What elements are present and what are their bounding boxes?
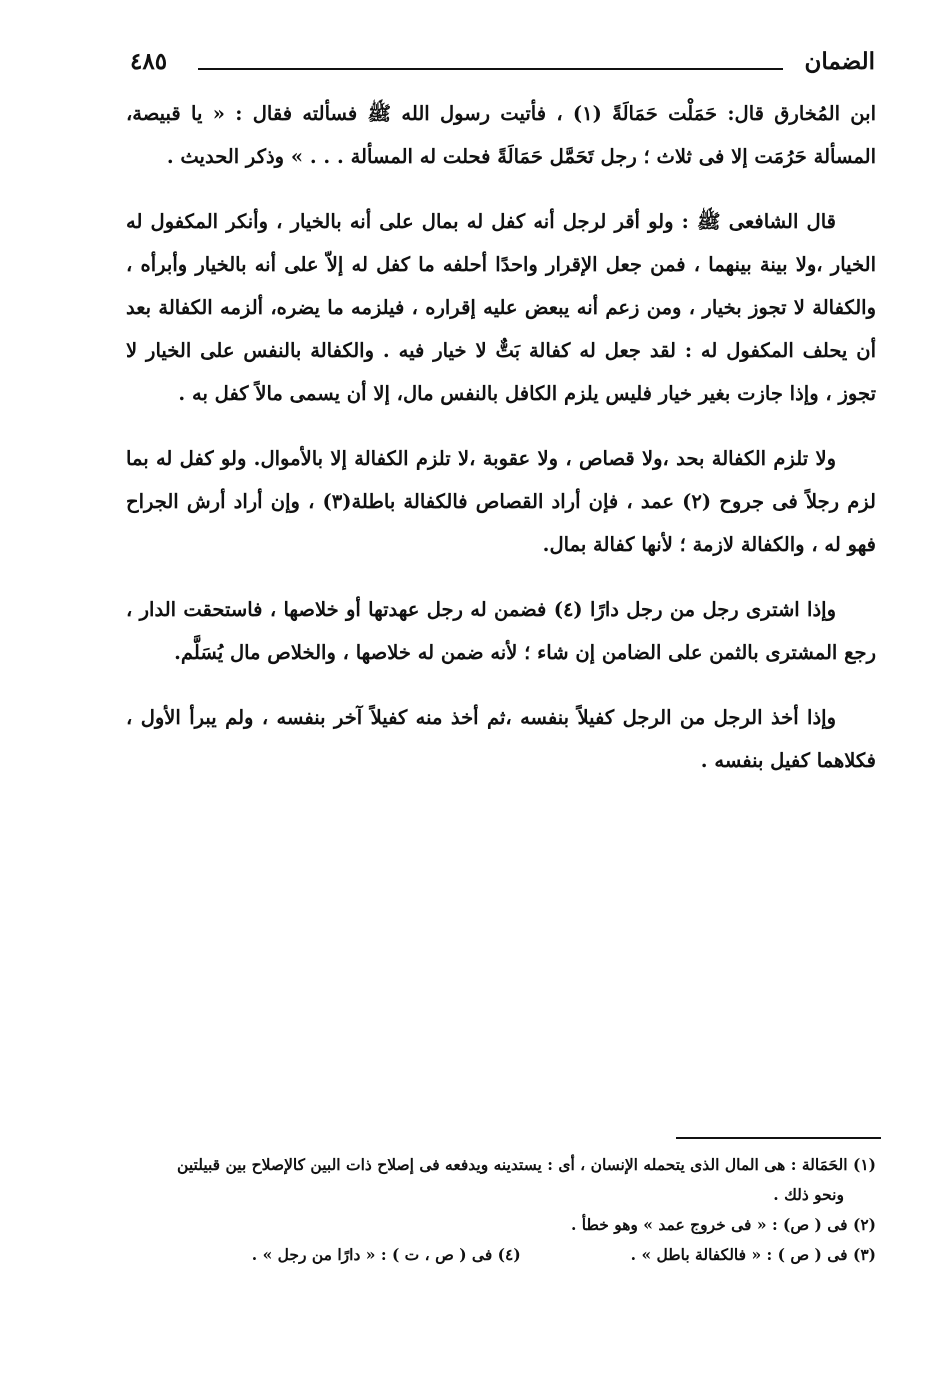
footnote-4: (٤) فى ( ص ، ت ) : « دارًا من رجل » . <box>251 1245 521 1264</box>
footnote-rule <box>676 1137 881 1139</box>
paragraph-house-sale: وإذا اشترى رجل من رجل دارًا (٤) فضمن له رجل عهدتها أو خلاصها ، فاستحقت الدار ، رجع المشترى بالثمن على الضامن إن شاء ؛ لأنه ضمن له خلاصها ، والخلاص مال يُسَلَّم. <box>126 598 876 664</box>
footnote-3: (٣) فى ( ص ) : « فالكفالة باطل » . <box>630 1245 876 1264</box>
footnote-row <box>138 1240 876 1270</box>
page-header <box>130 48 875 82</box>
header-rule <box>198 68 783 70</box>
footnote-2: (٢) فى ( ص) : « فى خروج عمد » وهو خطأ . <box>571 1215 876 1234</box>
paragraph-two-guarantors: وإذا أخذ الرجل من الرجل كفيلاً بنفسه ،ثم أخذ منه كفيلاً آخر بنفسه ، ولم يبرأ الأول ، فكلاهما كفيل بنفسه . <box>126 706 876 772</box>
main-text <box>126 92 876 804</box>
footnotes <box>138 1150 876 1270</box>
footnote-1: (١) الحَمَالة : هى المال الذى يتحمله الإنسان ، أى : يستدينه ويدفعه فى إصلاح ذات البين كالإصلاح بين قبيلتين <box>177 1155 876 1174</box>
paragraph-shafii <box>126 200 876 415</box>
paragraph-shafii-text: : ولو أقر لرجل أنه كفل له بمال على أنه بالخيار ، وأنكر المكفول له الخيار ،ولا بينة بينهما ، فمن جعل الإقرار واحدًا أحلفه ما كفل له إلاّ على أنه بالخيار وأبرأه ، والكفالة لا تجوز بخيار ، ومن زعم أنه يبعض عليه إقراره ، فيلزمه ما يضره، ألزمه الكفالة بعد أن يحلف المكفول له : لقد جعل له كفالة بَتٌّ لا خيار فيه . والكفالة بالنفس على الخيار لا تجوز ، وإذا جازت بغير خيار فليس يلزم الكافل بالنفس مال، إلا أن يسمى مالاً كفل به . <box>126 210 876 405</box>
paragraph-hudud: ولا تلزم الكفالة بحد ،ولا قصاص ، ولا عقوبة ،لا تلزم الكفالة إلا بالأموال. ولو كفل له بما لزم رجلاً فى جروح (٢) عمد ، فإن أراد القصاص فالكفالة باطلة(٣) ، وإن أراد أرش الجراح فهو له ، والكفالة لازمة ؛ لأنها كفالة بمال. <box>126 447 876 556</box>
speaker-label: قال الشافعى ﷺ <box>697 210 836 233</box>
paragraph-hadith: ابن المُخارق قال: حَمَلْت حَمَالَةً (١) ، فأتيت رسول الله ﷺ فسألته فقال : « يا قبيصة، المسألة حَرُمَت إلا فى ثلاث ؛ رجل تَحَمَّل حَمَالَةً فحلت له المسألة . . . » وذكر الحديث . <box>126 102 876 168</box>
running-title: الضمان <box>804 48 875 75</box>
footnote-1-continuation: ونحو ذلك . <box>773 1185 844 1204</box>
page-number: ٤٨٥ <box>130 48 168 75</box>
